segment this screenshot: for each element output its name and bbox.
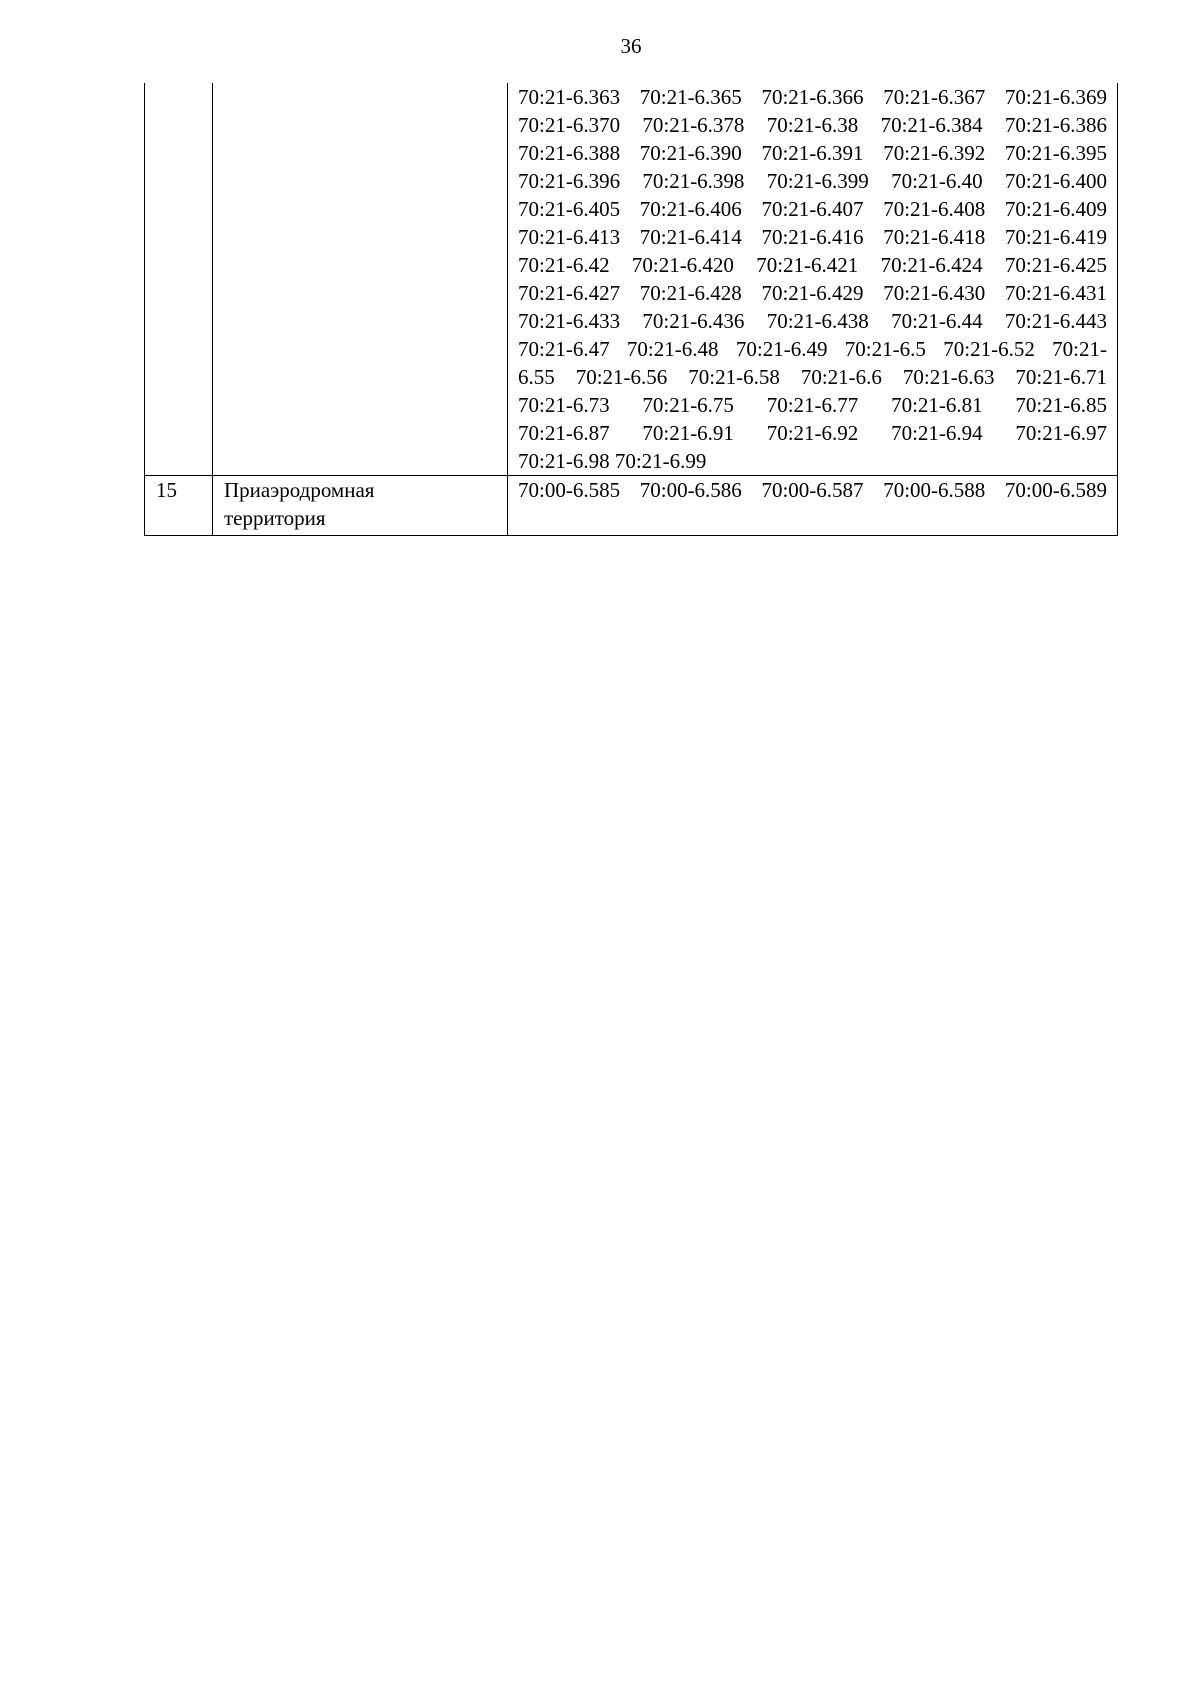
codes-line: 70:21-6.427 70:21-6.428 70:21-6.429 70:21-6.430 70:21-6.431 [518, 281, 1107, 305]
cadastral-codes-cell [508, 83, 1118, 476]
codes-line: 70:21-6.388 70:21-6.390 70:21-6.391 70:21-6.392 70:21-6.395 [518, 141, 1107, 165]
codes-line: 70:21-6.396 70:21-6.398 70:21-6.399 70:21-6.40 70:21-6.400 [518, 169, 1107, 193]
codes-line: 70:21-6.363 70:21-6.365 70:21-6.366 70:21-6.367 70:21-6.369 [518, 85, 1107, 109]
codes-line: 70:21-6.73 70:21-6.75 70:21-6.77 70:21-6.81 70:21-6.85 [518, 393, 1107, 417]
codes-line: 70:21-6.405 70:21-6.406 70:21-6.407 70:21-6.408 70:21-6.409 [518, 197, 1107, 221]
zone-name-cell [213, 83, 508, 476]
page-number: 36 [620, 34, 642, 58]
codes-line: 70:00-6.585 70:00-6.586 70:00-6.587 70:00-6.588 70:00-6.589 [518, 478, 1107, 502]
cadastral-codes-cell [508, 476, 1118, 536]
row-number-cell [145, 83, 213, 476]
zone-name-line: территория [224, 506, 326, 530]
table-row [145, 83, 1118, 476]
codes-line: 6.55 70:21-6.56 70:21-6.58 70:21-6.6 70:21-6.63 70:21-6.71 [518, 365, 1107, 389]
codes-line: 70:21-6.413 70:21-6.414 70:21-6.416 70:21-6.418 70:21-6.419 [518, 225, 1107, 249]
codes-line: 70:21-6.370 70:21-6.378 70:21-6.38 70:21-6.384 70:21-6.386 [518, 113, 1107, 137]
row-number-cell: 15 [145, 476, 213, 536]
table-row [145, 476, 1118, 536]
zone-name-line: Приаэродромная [224, 478, 375, 502]
zones-table [144, 83, 1118, 536]
codes-line: 70:21-6.87 70:21-6.91 70:21-6.92 70:21-6.94 70:21-6.97 [518, 421, 1107, 445]
codes-line: 70:21-6.98 70:21-6.99 [518, 449, 707, 473]
codes-line: 70:21-6.47 70:21-6.48 70:21-6.49 70:21-6.5 70:21-6.52 70:21- [518, 337, 1107, 361]
codes-line: 70:21-6.433 70:21-6.436 70:21-6.438 70:21-6.44 70:21-6.443 [518, 309, 1107, 333]
codes-line: 70:21-6.42 70:21-6.420 70:21-6.421 70:21-6.424 70:21-6.425 [518, 253, 1107, 277]
zone-name-cell [213, 476, 508, 536]
